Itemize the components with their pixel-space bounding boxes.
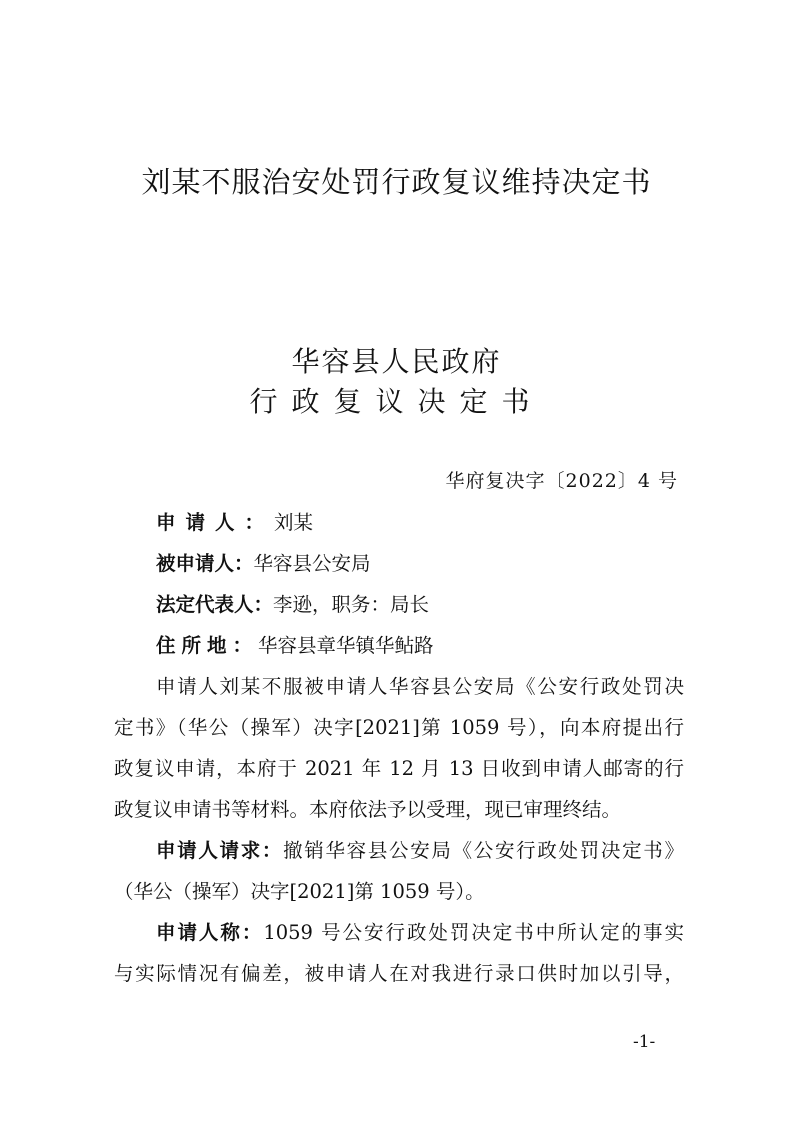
page-title: 刘某不服治安处罚行政复议维持决定书 (141, 165, 652, 199)
party-value: 华容县公安局 (253, 552, 371, 575)
request-paragraph (114, 830, 684, 912)
paragraph-line: 申请人刘某不服被申请人华容县公安局《公安行政处罚决 (156, 675, 684, 698)
org-name: 华容县人民政府 (291, 345, 502, 378)
paragraph-line: 定书》（华公（操军）决字[2021]第 1059 号），向本府提出行 (114, 716, 684, 739)
party-label: 申请人： (156, 511, 275, 534)
paragraph-line: （华公（操军）决字[2021]第 1059 号）。 (114, 880, 485, 903)
party-address (114, 625, 684, 666)
party-label: 住所地： (156, 634, 259, 657)
claim-text: 1059 号公安行政处罚决定书中所认定的事实 (263, 921, 684, 944)
party-applicant (114, 502, 684, 543)
intro-paragraph (114, 666, 684, 830)
party-value: 刘某 (274, 511, 314, 534)
party-value: 华容县章华镇华鲇路 (258, 634, 434, 657)
party-label: 法定代表人： (156, 593, 274, 616)
doc-type: 行政复议决定书 (249, 385, 544, 418)
party-label: 被申请人： (156, 552, 254, 575)
paragraph-line (114, 830, 684, 871)
request-label: 申请人请求： (156, 839, 284, 862)
document-body (114, 502, 684, 994)
paragraph-line: 政复议申请，本府于 2021 年 12 月 13 日收到申请人邮寄的行 (114, 757, 684, 780)
party-value: 李逊，职务：局长 (273, 593, 430, 616)
paragraph-line: 政复议申请书等材料。本府依法予以受理，现已审理终结。 (114, 798, 622, 821)
paragraph-line (114, 912, 684, 953)
doc-number: 华府复决字〔2022〕4 号 (445, 470, 678, 492)
party-legal-rep (114, 584, 684, 625)
party-respondent (114, 543, 684, 584)
page-number: -1- (633, 1032, 656, 1052)
claim-paragraph (114, 912, 684, 994)
request-text: 撤销华容县公安局《公安行政处罚决定书》 (283, 839, 684, 862)
paragraph-line: 与实际情况有偏差，被申请人在对我进行录口供时加以引导， (114, 962, 684, 985)
claim-label: 申请人称： (156, 921, 264, 944)
